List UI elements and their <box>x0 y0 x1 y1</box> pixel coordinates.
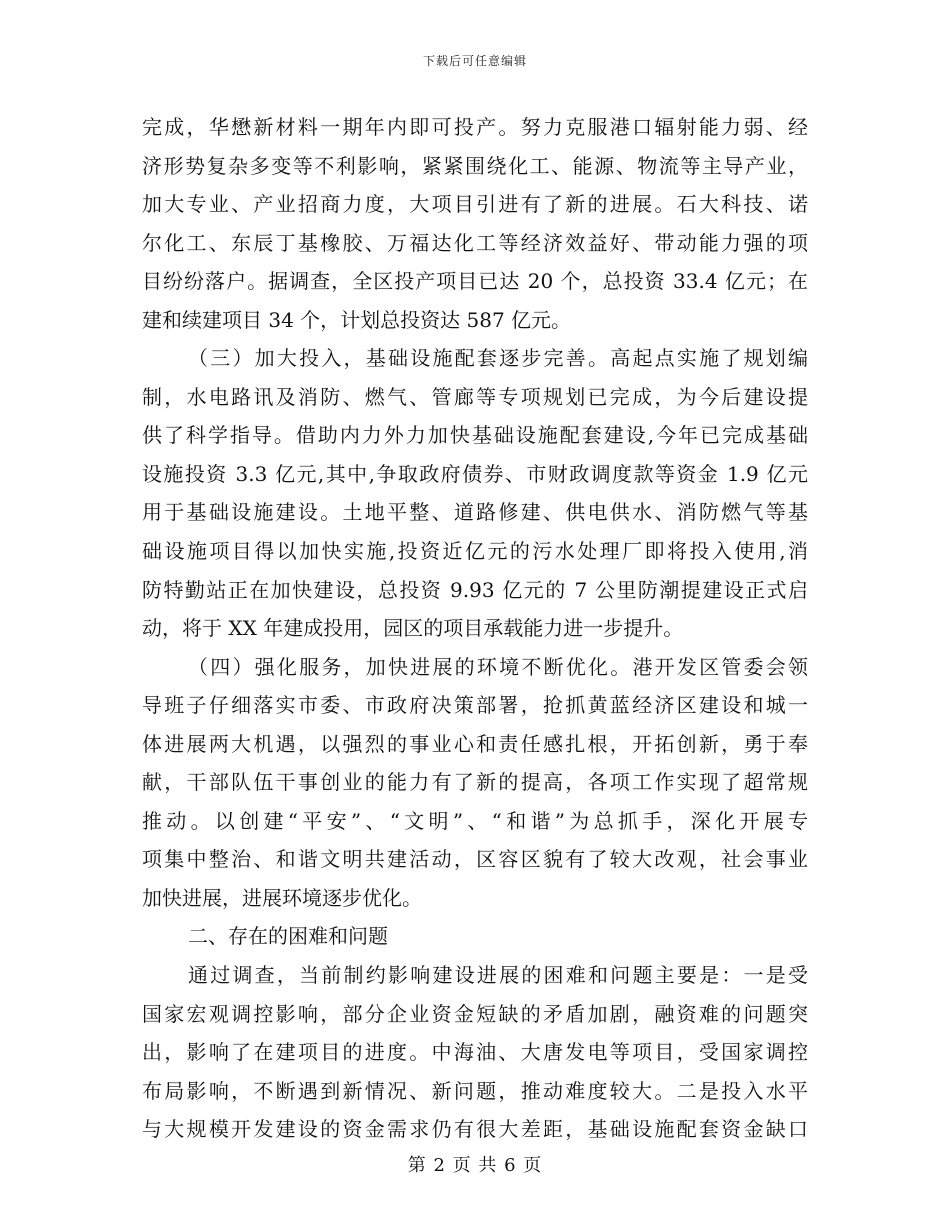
text-line: 导班子仔细落实市委、市政府决策部署，抢抓黄蓝经济区建设和城一 <box>142 693 808 718</box>
text-line: 尔化工、东辰丁基橡胶、万福达化工等经济效益好、带动能力强的项 <box>142 230 808 255</box>
text-line: 国家宏观调控影响，部分企业资金短缺的矛盾加剧，融资难的问题突 <box>142 1001 808 1026</box>
text-line: 防特勤站正在加快建设，总投资 9.93 亿元的 7 公里防潮提建设正式启 <box>142 577 808 602</box>
text-line: 加快进展，进展环境逐步优化。 <box>142 885 422 910</box>
text-line: 制，水电路讯及消防、燃气、管廊等专项规划已完成，为今后建设提 <box>142 384 808 409</box>
text-line: 推动。以创建“平安”、“文明”、“和谐”为总抓手，深化开展专 <box>142 808 808 833</box>
section-heading-4: （四）强化服务，加快进展的环境不断优化。港开发区管委会领 <box>188 654 808 679</box>
text-line: 设施投资 3.3 亿元,其中,争取政府债券、市财政调度款等资金 1.9 亿元 <box>142 461 808 486</box>
text-line: 项集中整治、和谐文明共建活动，区容区貌有了较大改观，社会事业 <box>142 847 808 872</box>
page-header: 下载后可任意编辑 <box>422 54 527 68</box>
text-line: 供了科学指导。借助内力外力加快基础设施配套建设,今年已完成基础 <box>142 423 808 448</box>
text-line: 献，干部队伍干事创业的能力有了新的提高，各项工作实现了超常规 <box>142 770 808 795</box>
text-line: 用于基础设施建设。土地平整、道路修建、供电供水、消防燃气等基 <box>142 500 808 525</box>
text-line: 出，影响了在建项目的进度。中海油、大唐发电等项目，受国家调控 <box>142 1040 808 1065</box>
text-line: 动，将于 XX 年建成投用，园区的项目承载能力进一步提升。 <box>142 616 684 641</box>
text-line: 布局影响，不断遇到新情况、新问题，推动难度较大。二是投入水平 <box>142 1078 808 1103</box>
document-body <box>142 108 808 1149</box>
page-footer: 第 2 页 共 6 页 <box>407 1155 543 1176</box>
text-line: 加大专业、产业招商力度，大项目引进有了新的进展。石大科技、诺 <box>142 192 808 217</box>
text-line: 建和续建项目 34 个，计划总投资达 587 亿元。 <box>142 307 572 332</box>
section-heading-problems: 二、存在的困难和问题 <box>188 924 388 949</box>
text-line: 体进展两大机遇，以强烈的事业心和责任感扎根，开拓创新，勇于奉 <box>142 731 808 756</box>
text-line: 完成，华懋新材料一期年内即可投产。努力克服港口辐射能力弱、经 <box>142 115 808 139</box>
text-line: 目纷纷落户。据调查，全区投产项目已达 20 个，总投资 33.4 亿元；在 <box>142 269 808 294</box>
text-line: 济形势复杂多变等不利影响，紧紧围绕化工、能源、物流等主导产业， <box>142 153 808 178</box>
text-line: 与大规模开发建设的资金需求仍有很大差距，基础设施配套资金缺口 <box>142 1117 808 1142</box>
text-line: 通过调查，当前制约影响建设进展的困难和问题主要是：一是受 <box>188 963 808 988</box>
section-heading-3: （三）加大投入，基础设施配套逐步完善。高起点实施了规划编 <box>188 346 808 371</box>
text-line: 础设施项目得以加快实施,投资近亿元的污水处理厂即将投入使用,消 <box>142 539 808 564</box>
